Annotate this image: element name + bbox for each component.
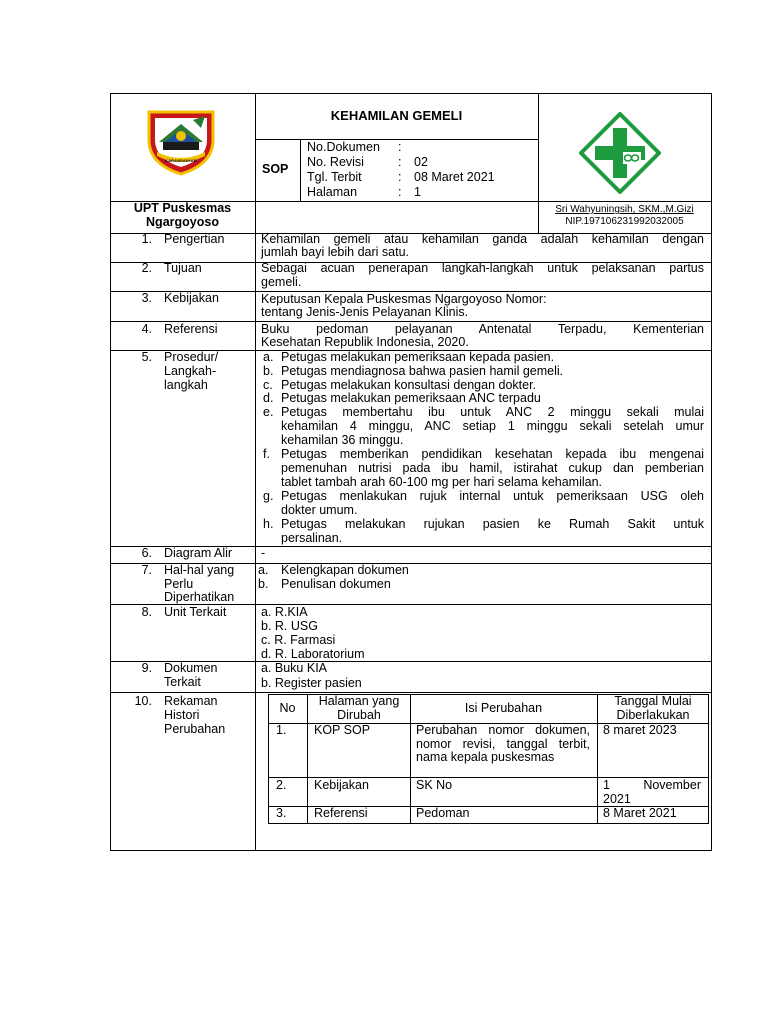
section-label: Terkait	[164, 675, 201, 689]
list-letter: c.	[263, 378, 273, 392]
section-label: Unit Terkait	[164, 605, 227, 619]
section-number: 10.	[134, 694, 152, 708]
divider	[255, 233, 256, 851]
list-letter: b.	[263, 364, 274, 378]
table-border	[268, 823, 709, 824]
section-label: Tujuan	[164, 261, 202, 275]
list-item: Petugas melakukan konsultasi dengan dokter.	[281, 378, 537, 392]
signer-name: Sri Wahyuningsih, SKM.,M.Gizi	[555, 204, 694, 215]
doc-field-value: 1	[414, 185, 421, 199]
org-name: UPT Puskesmas	[133, 201, 232, 215]
doc-field-label: No. Revisi	[307, 155, 364, 169]
table-cell-tanggal: 1 November 2021	[603, 778, 701, 806]
section-label: langkah	[164, 378, 208, 392]
section-label: Referensi	[164, 322, 218, 336]
divider	[255, 139, 538, 140]
section-label: Diagram Alir	[164, 546, 233, 560]
list-item: Petugas menlakukan rujuk internal untuk pemeriksaan USG oleh	[281, 489, 704, 503]
list-item: Penulisan dokumen	[281, 577, 391, 591]
table-header-isi: Isi Perubahan	[464, 701, 543, 715]
doc-field-label: Halaman	[307, 185, 358, 199]
table-cell-no: 2.	[276, 778, 287, 792]
doc-field-sep: :	[398, 185, 402, 199]
table-header-no: No	[279, 701, 296, 715]
list-item: Petugas mendiagnosa bahwa pasien hamil gemeli.	[281, 364, 564, 378]
section-number: 8.	[141, 605, 152, 619]
table-header-halaman: Halaman yang Dirubah	[318, 694, 400, 722]
section-label: Pengertian	[164, 232, 225, 246]
section-text: -	[261, 546, 266, 560]
emblem-banner: KARANGANYAR	[165, 158, 197, 163]
doc-field-value: 02	[414, 155, 428, 169]
doc-field-sep: :	[398, 170, 402, 184]
section-text: a. R.KIA	[261, 605, 308, 619]
list-letter: a.	[258, 563, 269, 577]
section-text: b. R. USG	[261, 619, 318, 633]
table-cell-isi: Pedoman	[416, 806, 470, 820]
list-item: Petugas melakukan pemeriksaan kepada pasien.	[281, 350, 555, 364]
section-text: gemeli.	[261, 275, 302, 289]
doc-field-value: 08 Maret 2021	[414, 170, 495, 184]
list-letter: e.	[263, 405, 274, 419]
list-letter: a.	[263, 350, 274, 364]
table-border	[708, 694, 709, 824]
divider	[300, 139, 301, 201]
list-item: pemenuhan nutrisi pada ibu hamil, istirahat cukup dan pemberian	[281, 461, 704, 475]
table-cell-isi: Perubahan nomor dokumen, nomor revisi, tanggal terbit, nama kepala puskesmas	[416, 723, 590, 764]
section-number: 3.	[141, 291, 152, 305]
table-cell-tanggal: 8 Maret 2021	[603, 806, 677, 820]
section-text: Kesehatan Republik Indonesia, 2020.	[261, 335, 469, 349]
section-label: Diperhatikan	[164, 590, 235, 604]
section-text: b. Register pasien	[261, 676, 362, 690]
list-item: persalinan.	[281, 531, 343, 545]
org-name: Ngargoyoso	[146, 215, 219, 229]
section-label: Rekaman	[164, 694, 218, 708]
section-text: c. R. Farmasi	[261, 633, 336, 647]
section-label: Perlu	[164, 577, 194, 591]
list-item: kehamilan 36 minggu.	[281, 433, 404, 447]
section-text: jumlah bayi lebih dari satu.	[261, 245, 409, 259]
list-item: tablet tambah arah 60-100 mg per hari selama kehamilan.	[281, 475, 603, 489]
doc-field-sep: :	[398, 155, 402, 169]
section-number: 6.	[141, 546, 152, 560]
section-label: Prosedur/	[164, 350, 219, 364]
doc-field-label: Tgl. Terbit	[307, 170, 362, 184]
table-cell-halaman: Kebijakan	[314, 778, 369, 792]
section-text: Buku pedoman pelayanan Antenatal Terpadu, Kementerian	[261, 322, 704, 336]
section-number: 2.	[141, 261, 152, 275]
section-label: Hal-hal yang	[164, 563, 235, 577]
row-divider	[110, 692, 712, 693]
section-label: Kebijakan	[164, 291, 219, 305]
table-cell-halaman: KOP SOP	[314, 723, 371, 737]
list-letter: b.	[258, 577, 269, 591]
karanganyar-emblem	[145, 106, 217, 176]
list-item: Petugas memberikan pendidikan kesehatan kepada ibu mengenai	[281, 447, 704, 461]
table-cell-tanggal: 8 maret 2023	[603, 723, 677, 737]
section-text: Sebagai acuan penerapan langkah-langkah untuk pelaksanan partus	[261, 261, 704, 275]
list-item: dokter umum.	[281, 503, 358, 517]
table-cell-no: 1.	[276, 723, 287, 737]
section-number: 9.	[141, 661, 152, 675]
signer-nip: NIP.197106231992032005	[565, 216, 684, 227]
section-number: 4.	[141, 322, 152, 336]
history-table	[268, 694, 709, 824]
table-border	[307, 694, 308, 824]
section-text: Kehamilan gemeli atau kehamilan ganda adalah kehamilan dengan	[261, 232, 704, 246]
outer-border-top	[110, 93, 712, 94]
doc-field-sep: :	[398, 140, 402, 154]
list-item: Petugas melakukan pemeriksaan ANC terpadu	[281, 391, 541, 405]
list-item: Kelengkapan dokumen	[281, 563, 409, 577]
puskesmas-logo	[579, 112, 661, 194]
section-label: Langkah-	[164, 364, 217, 378]
list-letter: g.	[263, 489, 274, 503]
section-label: Dokumen	[164, 661, 218, 675]
section-text: d. R. Laboratorium	[261, 647, 365, 661]
table-cell-no: 3.	[276, 806, 287, 820]
page-title: KEHAMILAN GEMELI	[330, 108, 463, 123]
list-letter: d.	[263, 391, 274, 405]
sop-label: SOP	[262, 162, 289, 176]
section-text: Keputusan Kepala Puskesmas Ngargoyoso Nomor:	[261, 292, 547, 306]
list-item: kehamilan 4 minggu, ANC setiap 1 minggu sekali setelah umur	[281, 419, 704, 433]
section-number: 7.	[141, 563, 152, 577]
outer-border-right	[711, 93, 712, 851]
table-border	[597, 694, 598, 824]
doc-field-label: No.Dokumen	[307, 140, 380, 154]
section-number: 5.	[141, 350, 152, 364]
list-item: Petugas membertahu ibu untuk ANC 2 minggu sekali mulai	[281, 405, 704, 419]
section-text: a. Buku KIA	[261, 661, 328, 675]
list-letter: h.	[263, 517, 274, 531]
section-label: Histori	[164, 708, 200, 722]
section-text: tentang Jenis-Jenis Pelayanan Klinis.	[261, 305, 469, 319]
section-number: 1.	[141, 232, 152, 246]
table-header-tanggal: Tanggal Mulai Diberlakukan	[614, 694, 692, 722]
outer-border-bottom	[110, 850, 712, 851]
list-letter: f.	[263, 447, 270, 461]
section-label: Perubahan	[164, 722, 226, 736]
table-cell-halaman: Referensi	[314, 806, 368, 820]
table-cell-isi: SK No	[416, 778, 453, 792]
list-item: Petugas melakukan rujukan pasien ke Rumah Sakit untuk	[281, 517, 704, 531]
